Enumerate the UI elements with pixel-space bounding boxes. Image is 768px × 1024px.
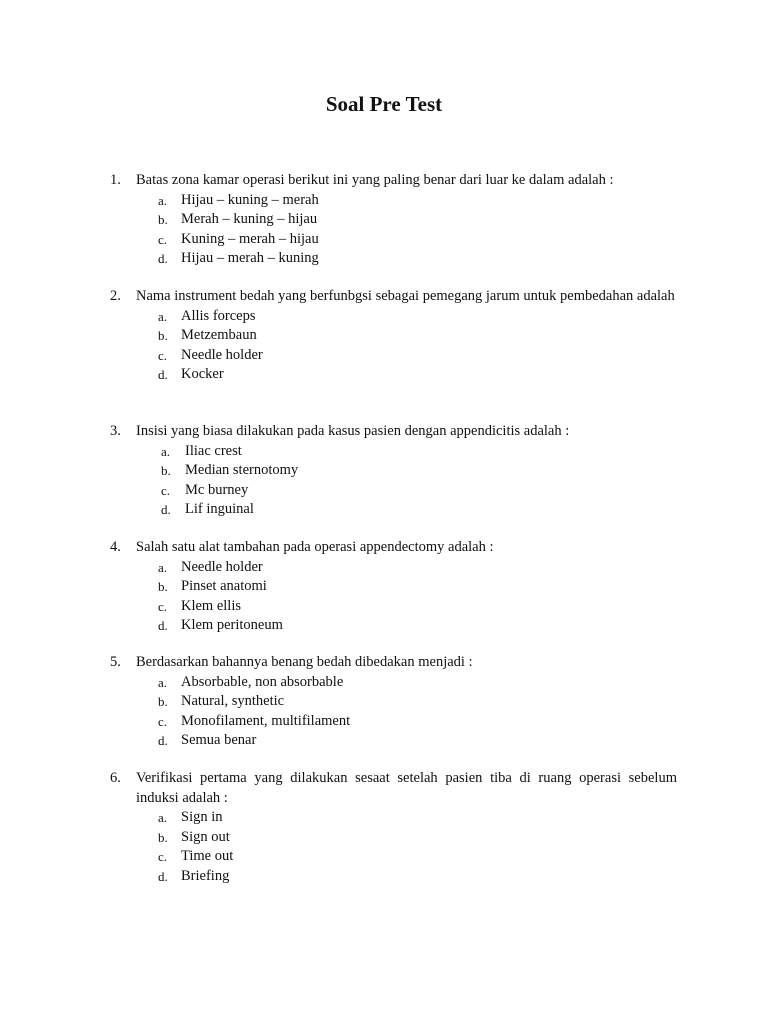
question-text: Batas zona kamar operasi berikut ini yang paling benar dari luar ke dalam adalah : (136, 172, 614, 188)
option-text: Hijau – merah – kuning (181, 250, 319, 266)
option-c (161, 481, 677, 501)
option-text: Mc burney (185, 481, 249, 498)
option-d (158, 365, 677, 385)
option-letter: d. (158, 618, 168, 633)
option-letter: a. (158, 308, 168, 324)
question-number: 2. (110, 288, 121, 304)
option-text: Hijau – kuning – merah (181, 191, 319, 208)
option-list (161, 442, 677, 520)
question-text: Insisi yang biasa dilakukan pada kasus pasien dengan appendicitis adalah : (136, 423, 570, 439)
question-1 (110, 171, 677, 269)
option-letter: c. (158, 231, 168, 247)
option-text: Allis forceps (181, 307, 256, 324)
option-c (158, 712, 677, 732)
option-b (158, 326, 677, 346)
option-list (158, 191, 677, 269)
option-a (161, 442, 677, 462)
option-letter: b. (158, 694, 168, 709)
question-5 (110, 653, 677, 751)
question-number: 5. (110, 654, 121, 670)
option-text: Natural, synthetic (181, 693, 285, 709)
option-letter: b. (158, 328, 168, 343)
option-text: Klem ellis (181, 597, 242, 614)
option-list (158, 558, 677, 636)
option-letter: d. (158, 868, 168, 884)
option-text: Kuning – merah – hijau (181, 230, 319, 247)
option-text: Monofilament, multifilament (181, 712, 351, 729)
option-b (161, 461, 677, 481)
option-text: Lif inguinal (185, 501, 254, 517)
option-d (161, 500, 677, 520)
question-2 (110, 287, 677, 385)
question-text: Nama instrument bedah yang berfunbgsi sebagai pemegang jarum untuk pembedahan adalah (136, 288, 675, 304)
option-a (158, 808, 677, 828)
option-letter: b. (158, 579, 168, 594)
option-a (158, 558, 677, 578)
option-letter: a. (158, 810, 168, 825)
question-number: 3. (110, 423, 121, 439)
option-list (158, 673, 677, 751)
option-text: Time out (181, 848, 234, 864)
option-text: Semua benar (181, 732, 257, 748)
option-letter: c. (158, 347, 168, 363)
option-a (158, 307, 677, 327)
option-letter: a. (158, 674, 168, 690)
option-text: Sign out (181, 828, 230, 845)
option-a (158, 191, 677, 211)
option-text: Klem peritoneum (181, 617, 283, 633)
question-number: 6. (110, 770, 121, 786)
question-6 (110, 769, 677, 886)
option-letter: a. (158, 559, 168, 575)
question-3 (110, 422, 677, 520)
option-text: Needle holder (181, 558, 263, 575)
option-letter: a. (158, 192, 168, 208)
option-c (158, 346, 677, 366)
option-d (158, 867, 677, 887)
option-text: Median sternotomy (185, 462, 299, 478)
option-a (158, 673, 677, 693)
option-letter: d. (158, 367, 168, 382)
option-letter: d. (158, 733, 168, 748)
question-number: 4. (110, 539, 121, 555)
option-letter: c. (158, 713, 168, 729)
option-list (158, 808, 677, 886)
option-b (158, 210, 677, 230)
option-b (158, 577, 677, 597)
option-text: Metzembaun (181, 327, 257, 343)
option-letter: c. (158, 598, 168, 614)
question-text: Berdasarkan bahannya benang bedah dibedakan menjadi : (136, 654, 473, 670)
option-d (158, 249, 677, 269)
option-text: Iliac crest (185, 442, 242, 459)
option-text: Merah – kuning – hijau (181, 211, 318, 227)
question-4 (110, 538, 677, 636)
option-letter: a. (161, 443, 171, 459)
option-letter: d. (161, 502, 171, 517)
option-letter: b. (158, 212, 168, 227)
option-text: Sign in (181, 809, 223, 825)
question-text: Salah satu alat tambahan pada operasi appendectomy adalah : (136, 539, 494, 555)
option-letter: d. (158, 251, 168, 266)
option-letter: c. (158, 849, 168, 864)
option-b (158, 692, 677, 712)
option-text: Kocker (181, 366, 224, 382)
page-title: Soal Pre Test (325, 92, 443, 116)
option-c (158, 230, 677, 250)
option-letter: c. (161, 482, 171, 498)
option-c (158, 847, 677, 867)
option-text: Briefing (181, 867, 230, 884)
option-list (158, 307, 677, 385)
option-text: Pinset anatomi (181, 578, 267, 594)
option-text: Absorbable, non absorbable (181, 673, 344, 690)
option-b (158, 828, 677, 848)
option-c (158, 597, 677, 617)
option-letter: b. (158, 829, 168, 845)
option-text: Needle holder (181, 346, 263, 363)
option-d (158, 616, 677, 636)
question-text: Verifikasi pertama yang dilakukan sesaat setelah pasien tiba di ruang operasi sebelum induksi adalah : (136, 770, 677, 806)
option-letter: b. (161, 463, 171, 478)
option-d (158, 731, 677, 751)
question-number: 1. (110, 172, 121, 188)
